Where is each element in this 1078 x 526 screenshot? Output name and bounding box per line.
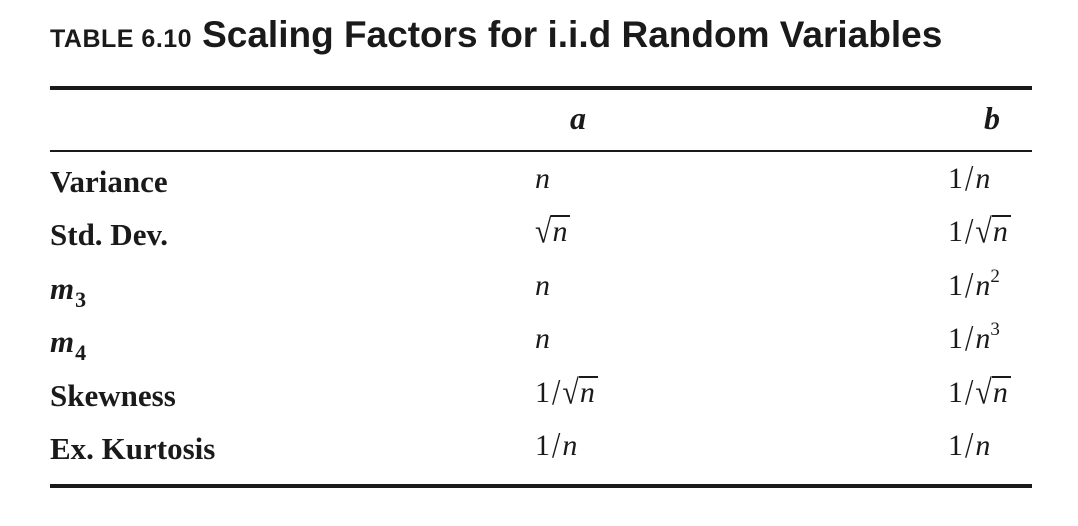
cell-a: [535, 424, 578, 466]
row-label-text: m: [50, 324, 75, 360]
row-label-text: Variance: [50, 164, 168, 199]
square-root: √n: [975, 376, 1010, 410]
fraction-slash: /: [965, 211, 974, 253]
fraction-slash: /: [965, 157, 974, 199]
bottom-rule: [50, 484, 1032, 488]
variable-n: n: [535, 268, 550, 302]
numerator: 1: [948, 162, 963, 195]
column-header-a: a: [570, 100, 586, 136]
row-label: [50, 378, 176, 414]
cell-b: [948, 317, 1000, 360]
exponent: 3: [990, 319, 1000, 341]
cell-b: [948, 371, 1011, 413]
table-row: [0, 156, 1078, 208]
fraction-slash: /: [965, 264, 974, 306]
variable-n: n: [975, 322, 991, 356]
variable-n: n: [535, 162, 550, 195]
numerator: 1: [948, 429, 963, 462]
row-label: [50, 431, 215, 467]
numerator: 1: [948, 375, 963, 409]
row-label-text: m: [50, 270, 75, 306]
variable-n: n: [992, 215, 1008, 249]
row-label: [50, 324, 87, 366]
variable-n: n: [975, 162, 991, 195]
numerator: 1: [948, 322, 963, 356]
row-label-text: Std. Dev.: [50, 217, 168, 253]
top-rule: [50, 86, 1032, 90]
table-number: TABLE 6.10: [50, 25, 193, 53]
numerator: 1: [535, 375, 550, 409]
fraction-slash: /: [965, 424, 974, 466]
row-label-text: Ex. Kurtosis: [50, 431, 216, 466]
row-label: [50, 164, 168, 200]
square-root: √n: [562, 376, 597, 410]
row-label-subscript: 3: [75, 286, 87, 312]
row-label-subscript: 4: [75, 340, 87, 366]
variable-n: n: [579, 375, 595, 409]
column-header-b: b: [984, 100, 1000, 136]
cell-a: [535, 162, 550, 196]
variable-n: n: [562, 429, 578, 462]
exponent: 2: [990, 265, 1000, 287]
cell-a: [535, 371, 598, 413]
square-root: √n: [535, 215, 570, 249]
cell-b: [948, 424, 991, 466]
numerator: 1: [948, 268, 963, 302]
variable-n: n: [975, 268, 991, 302]
table-row: [0, 316, 1078, 368]
variable-n: n: [552, 215, 568, 249]
table-row: [0, 209, 1078, 261]
cell-b: [948, 211, 1011, 253]
numerator: 1: [948, 215, 963, 249]
fraction-slash: /: [965, 371, 974, 413]
cell-a: [535, 212, 570, 251]
cell-b: [948, 157, 991, 199]
table-row: [0, 370, 1078, 422]
table-caption: Scaling Factors for i.i.d Random Variables: [202, 14, 943, 55]
square-root: √n: [975, 215, 1010, 249]
fraction-slash: /: [552, 371, 561, 413]
table-row: [0, 423, 1078, 475]
cell-b: [948, 264, 1000, 306]
row-label-text: Skewness: [50, 377, 176, 413]
fraction-slash: /: [965, 317, 974, 360]
table-row: [0, 263, 1078, 315]
fraction-slash: /: [552, 424, 561, 466]
table-title: [50, 14, 942, 56]
header-rule: [50, 150, 1032, 152]
variable-n: n: [975, 429, 991, 462]
cell-a: [535, 322, 550, 356]
row-label: [50, 217, 168, 253]
variable-n: n: [535, 322, 550, 356]
row-label: [50, 270, 87, 312]
numerator: 1: [535, 429, 550, 462]
cell-a: [535, 269, 550, 303]
variable-n: n: [992, 375, 1008, 409]
